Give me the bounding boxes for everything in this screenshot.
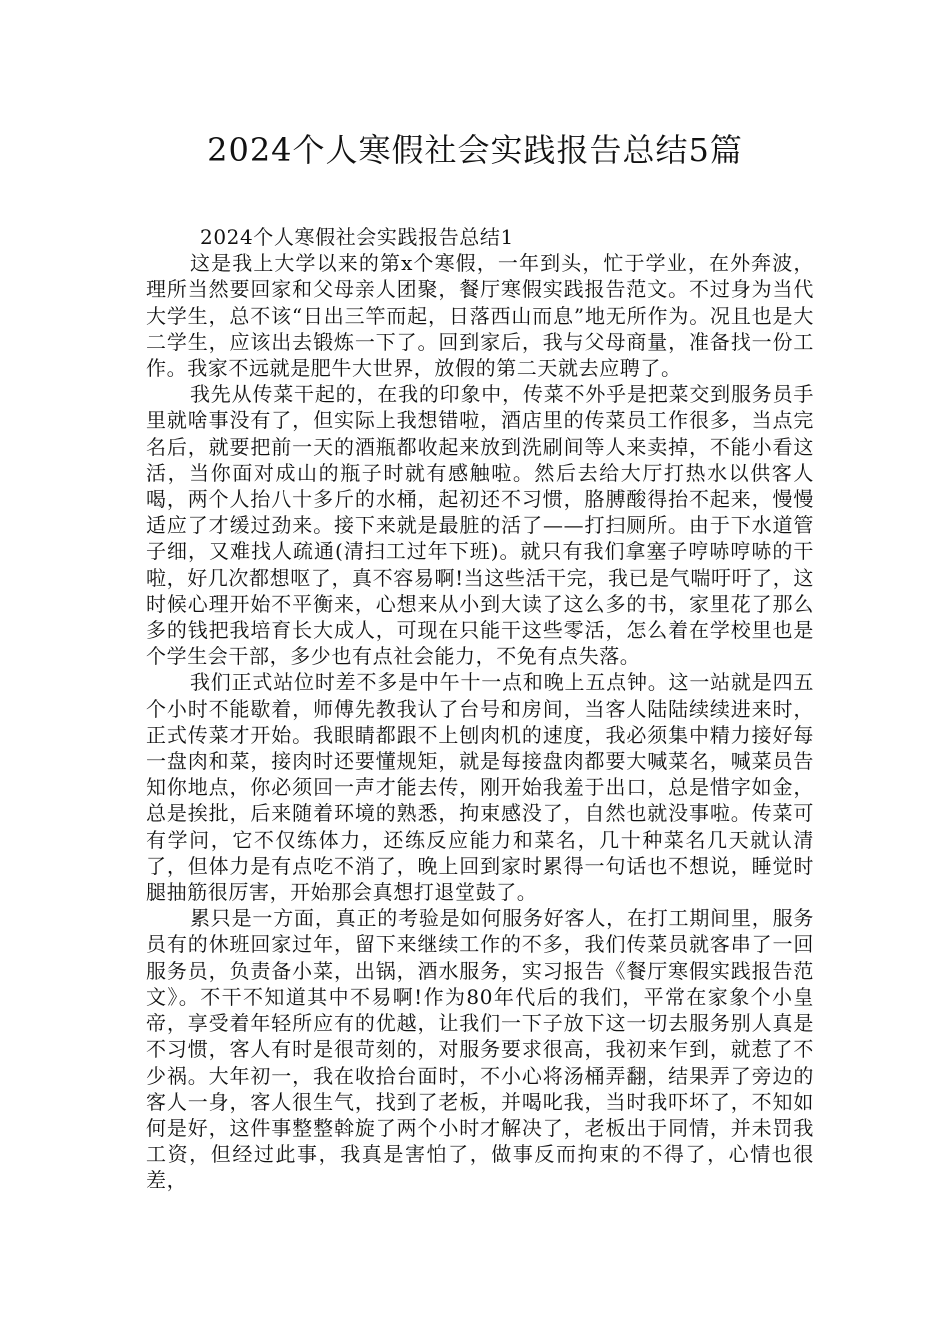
- section-heading: 2024个人寒假社会实践报告总结1: [200, 225, 514, 249]
- paragraph-3: 我们正式站位时差不多是中午十一点和晚上五点钟。这一站就是四五个小时不能歇着，师傅先教我认了台号和房间，当客人陆陆续续进来时，正式传菜才开始。我眼睛都跟不上刨肉机的速度，我必须集中精力接好每一盘肉和菜，接肉时还要懂规矩，就是每接盘肉都要大喊菜名，喊菜员告知你地点，你必须回一声才能去传，刚开始我羞于出口，总是惜字如金，总是挨批，后来随着环境的熟悉，拘束感没了，自然也就没事啦。传菜可有学问，它不仅练体力，还练反应能力和菜名，几十种菜名几天就认清了，但体力是有点吃不消了，晚上回到家时累得一句话也不想说，睡觉时腿抽筋很厉害，开始那会真想打退堂鼓了。: [146, 670, 814, 905]
- paragraph-2: 我先从传菜干起的，在我的印象中，传菜不外乎是把菜交到服务员手里就啥事没有了，但实际上我想错啦，酒店里的传菜员工作很多，当点完名后，就要把前一天的酒瓶都收起来放到洗刷间等人来卖掉，不能小看这活，当你面对成山的瓶子时就有感触啦。然后去给大厅打热水以供客人喝，两个人抬八十多斤的水桶，起初还不习惯，胳膊酸得抬不起来，慢慢适应了才缓过劲来。接下来就是最脏的活了——打扫厕所。由于下水道管子细，又难找人疏通(清扫工过年下班)。就只有我们拿塞子哼哧哼哧的干啦，好几次都想呕了，真不容易啊!当这些活干完，我已是气喘吁吁了，这时候心理开始不平衡来，心想来从小到大读了这么多的书，家里花了那么多的钱把我培育长大成人，可现在只能干这些零活，怎么着在学校里也是个学生会干部，多少也有点社会能力，不免有点失落。: [146, 382, 814, 669]
- paragraph-4: 累只是一方面，真正的考验是如何服务好客人，在打工期间里，服务员有的休班回家过年，留下来继续工作的不多，我们传菜员就客串了一回服务员，负责备小菜，出锅，酒水服务，实习报告《餐厅寒假实践报告范文》。不干不知道其中不易啊!作为80年代后的我们，平常在家象个小皇帝，享受着年轻所应有的优越，让我们一下子放下这一切去服务别人真是不习惯，客人有时是很苛刻的，对服务要求很高，我初来乍到，就惹了不少祸。大年初一，我在收拾台面时，不小心将汤桶弄翻，结果弄了旁边的客人一身，客人很生气，找到了老板，并喝叱我，当时我吓坏了，不知如何是好，这件事整整斡旋了两个小时才解决了，老板出于同情，并未罚我工资，但经过此事，我真是害怕了，做事反而拘束的不得了，心情也很差，: [146, 906, 814, 1193]
- paragraph-1: 这是我上大学以来的第x个寒假，一年到头，忙于学业，在外奔波，理所当然要回家和父母亲人团聚，餐厅寒假实践报告范文。不过身为当代大学生，总不该“日出三竿而起，日落西山而息”地无所作为。况且也是大二学生，应该出去锻炼一下了。回到家后，我与父母商量，准备找一份工作。我家不远就是肥牛大世界，放假的第二天就去应聘了。: [146, 251, 814, 381]
- document-title: 2024个人寒假社会实践报告总结5篇: [207, 131, 743, 169]
- document-body: [146, 224, 814, 1194]
